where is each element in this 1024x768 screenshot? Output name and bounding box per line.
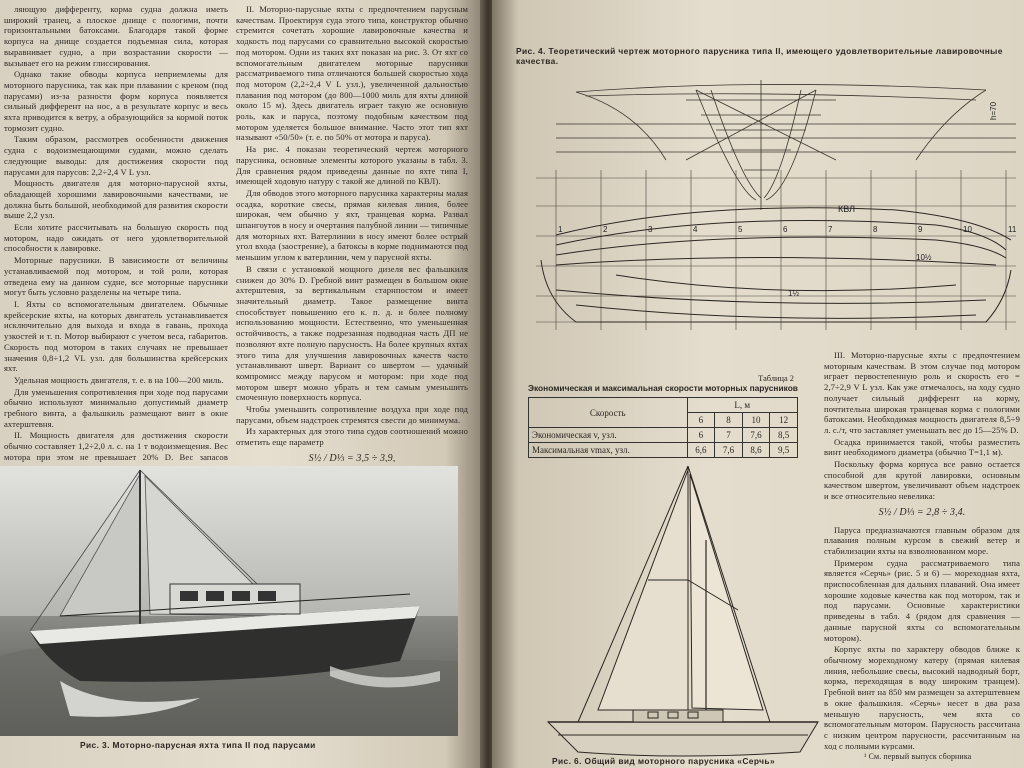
paragraph: Из характерных для этого типа судов соотношений можно отметить еще параметр [236, 426, 468, 448]
table-cell: 8,6 [742, 443, 770, 458]
table-length-cell: 6 [687, 413, 715, 428]
paragraph: Таким образом, рассмотрев особенности движения судна с водоизмещающими судами, можно сделать следующие выводы: для достижения скорости под парусами для парусов: 2,2÷2,4 V L узл. [4, 134, 228, 177]
paragraph: Если хотите рассчитывать на большую скорость под мотором, надо ожидать от него удовлетворительной способности к лавировке. [4, 222, 228, 254]
height-label: h=70 [989, 101, 998, 120]
paragraph: Для обводов этого моторного парусника характерны малая осадка, короткие свесы, прямая килевая линия, более широкая, чем обычно у яхт, транцевая корма. Развал шпангоутов в носу и очертания палубной линии — типичные для моторных яхт. Ватерлинии в носу имеют более острый угол входа (заострение), а батоксы в корме поднимаются под меньшим углом к ватерлинии, чем у парусной яхты. [236, 187, 468, 263]
sail-plan-drawing [538, 460, 828, 766]
station-number: 2 [603, 225, 608, 234]
paragraph: На рис. 4 показан теоретический чертеж моторного парусника, основные элементы которого указаны в табл. 3. Для сравнения рядом приведены данные по яхте типа I, имеющей ходовую натуру с такой же длиной по КВЛ). [236, 144, 468, 187]
sail-caption: Рис. 6. Общий вид моторного парусника «Серчь» [552, 756, 776, 766]
station-number: 5 [738, 225, 743, 234]
lines-plan-drawing [516, 60, 1022, 350]
table-cell: 7,6 [715, 443, 743, 458]
station-number: 3 [648, 225, 653, 234]
hull-lines [541, 208, 1011, 322]
station-number: 7 [828, 225, 833, 234]
paragraph: II. Мощность двигателя для достижения скорости обычно составляет 1,2÷2,0 л. с. на 1 т водоизмещения. Вес мотора при этом не превышает 20% D. Вес запасов [4, 430, 228, 462]
paragraph: Примером судна рассматриваемого типа является «Серчь» (рис. 5 и 6) — мореходная яхта, приспособленная для дальних плаваний. Она имеет хорошие ходовые качества как под мотором, так и под парусами. Основные характеристики приведены в табл. 4 (рядом для сравнения — данные парусной яхты со вспомогательным мотором). [824, 557, 1020, 643]
paragraph: I. Яхты со вспомогательным двигателем. Обычные крейсерские яхты, на которых двигатель устанавливается исключительно для выхода и входа в гавань, прохода узкостей и т. п. Мотор выбирают с учетом веса, габаритов. Скорость под мотором в таких случаях не превышает значения 0,8÷1,2 VL узл. для большинства крейсерских яхт. [4, 298, 228, 374]
paragraph: II. Моторно-парусные яхты с предпочтением парусным качествам. Проектируя суда этого типа, конструктор обычно стремится сочетать хорошие лавировочные качества и ходкость под парусами со сравнительно высокой скоростью под мотором. Одни из таких яхт показан на рис. 3. От яхт со вспомогательным двигателем моторные парусники рассматриваемого типа отличаются большей скоростью хода под мотором (2,2÷2,4 V L узл.), увеличенной дальностью плавания под мотором (до 800—1000 миль для яхты длиной около 15 м). Здесь двигатель играет такую же основную роль, как и паруса, поэтому подобным качеством под мотором уделяется большое внимание. Часто этот тип яхт называют «50/50» (т. е. по 50% от мотора и паруса). [236, 4, 468, 143]
paragraph: Паруса предназначаются главным образом для плавания полным курсом в свежий ветер и стабилизации яхты на взволнованном море. [824, 524, 1020, 556]
station-number: 1 [558, 225, 563, 234]
table-cell: 8,5 [770, 428, 798, 443]
formula: S½ / D⅓ = 2,8 ÷ 3,4. [878, 506, 966, 518]
table-number: Таблица 2 [758, 374, 794, 383]
paragraph: III. Моторно-парусные яхты с предпочтением моторным качествам. В этом случае под мотором играет первостепенную роль и скорость его = 2,7÷2,9 V L узл. Как уже отмечалось, на ходу судно получает сильный дифферент на корму, почтительна широкая транцевая корма с пологими батоксами. Необходимая мощность двигателя 8,5÷9 л. с./т, что заставляет уменьшать вес до 15—25% D. [824, 350, 1020, 435]
paragraph: В связи с установкой мощного дизеля вес фальшкиля снижен до 30% D. Гребной винт размещен в большом окне ахтерштевня, за вертикальным старнпостом и имеет значительный диаметр. Такое размещение винта способствует повышению его к. п. д. и более полному использованию мощности. Естественно, что уменьшенная остойчивость, а также подрезанная подводная часть ДП не позволяют яхте полную парусность. На более крупных яхтах этого типа для улучшения лавировочных качеств часто устанавливают шверт. Вариант со швертом — удачный компромисс между парусом и мотором: при ходе под мотором шверт можно убрать и тем самым уменьшить смоченную поверхность корпуса. [236, 263, 468, 403]
station-half-label: 1½ [788, 289, 800, 298]
paragraph: Моторные парусники. В зависимости от величины устанавливаемой под мотором, и той роли, которая отведена ему на данном судне, все моторные парусники могут быть условно разделены на четыре типа. [4, 255, 228, 298]
paragraph: ляющую дифференту, корма судна должна иметь широкий транец, а плоское днище с пологими, почти горизонтальными батоксами. Благодаря такой форме корпуса на днище создается подъемная сила, которая выравнивает судно, а при возрастании скорости — вызывает его на режим глиссирования. [4, 4, 228, 68]
paragraph: Однако такие обводы корпуса неприемлемы для моторного парусника, так как при плавании с креном (под парусами) из-за разности форм корпуса появляется сильный дифферент на нос, а в результате корпус и весь яхта приводится к ветру, а образующийся за кормой поток тормозит судно. [4, 69, 228, 133]
table-row-label: Максимальная vmax, узл. [529, 443, 688, 458]
table-cell: 7 [715, 428, 743, 443]
table-cell: 6 [687, 428, 715, 443]
speed-table-block [528, 374, 798, 458]
table-header-speed: Скорость [529, 398, 688, 428]
body-plan [556, 80, 1016, 210]
station-grid [536, 178, 1016, 322]
table-row [529, 443, 798, 458]
station-number: 4 [693, 225, 698, 234]
left-column-2 [236, 4, 468, 462]
formula: S½ / D⅓ = 3,5 ÷ 3,9, [308, 452, 396, 462]
left-page [0, 0, 484, 768]
paragraph: Мощность двигателя для моторно-парусной яхты, обладающей хорошими лавировочными качествами, не должна быть большой, необходимой для развития скорости выше 2,2 узл. [4, 178, 228, 221]
table-length-cell: 8 [715, 413, 743, 428]
station-number: 6 [783, 225, 788, 234]
right-page [492, 0, 1024, 768]
table-cell: 9,5 [770, 443, 798, 458]
table-row-label: Экономическая v, узл. [529, 428, 688, 443]
table-length-cell: 10 [742, 413, 770, 428]
station-number: 9 [918, 225, 923, 234]
paragraph: Осадка принимается такой, чтобы разместить винт необходимого диаметра (обычно T=1,1 м). [824, 436, 1020, 458]
table-length-cell: 12 [770, 413, 798, 428]
speed-table [528, 397, 798, 458]
station-frac-label: 10½ [916, 253, 932, 262]
paragraph: Для уменьшения сопротивления при ходе под парусами обычно используют минимально допустимый диаметр гребного винта, а фальшкиль размещают винт в окне ахтерштевня. [4, 386, 228, 429]
kvl-label: КВЛ [838, 204, 856, 214]
left-column-1 [4, 4, 228, 462]
station-number: 11 [1008, 225, 1017, 234]
station-number: 10 [963, 225, 972, 234]
yacht-photo [0, 466, 458, 736]
figure-4-caption: Рис. 4. Теоретический чертеж моторного парусника типа II, имеющего удовлетворительные лавировочные качества. [516, 46, 1003, 66]
paragraph: Чтобы уменьшить сопротивление воздуха при ходе под парусами, объем надстроек стремятся свести до минимума. [236, 404, 468, 425]
table-cell: 7,6 [742, 428, 770, 443]
photo-caption: Рис. 3. Моторно-парусная яхта типа II под парусами [80, 740, 316, 750]
paragraph: Корпус яхты по характеру обводов ближе к обычному мореходному катеру (прямая килевая линия, небольшие свесы, высокий надводный борт, корма, переходящая в воду широким транцем). Гребной винт на 850 мм размещен за ахтерштевнем в окне фальшкиля. «Серчь» несет в два раза меньшую парусность, чем яхта со вспомогательным мотором. Парусность рассчитана с низким центром парусности, рассчитанным на ход с полными курсами. [824, 644, 1020, 750]
table-header-length: L, м [687, 398, 797, 413]
table-cell: 6,6 [687, 443, 715, 458]
right-footnote: ¹ См. первый выпуск сборника [864, 752, 972, 761]
table-title: Экономическая и максимальная скорости моторных парусников [528, 383, 798, 393]
right-column-3 [824, 350, 1020, 750]
table-row [529, 428, 798, 443]
paragraph: Поскольку форма корпуса все равно остается способной для крутой лавировки, основным качеством швертом, увеличивают объем надстроек и все относительно невелика: [824, 459, 1020, 502]
paragraph: Удельная мощность двигателя, т. е. в на 100—200 миль. [14, 374, 224, 385]
station-number: 8 [873, 225, 878, 234]
